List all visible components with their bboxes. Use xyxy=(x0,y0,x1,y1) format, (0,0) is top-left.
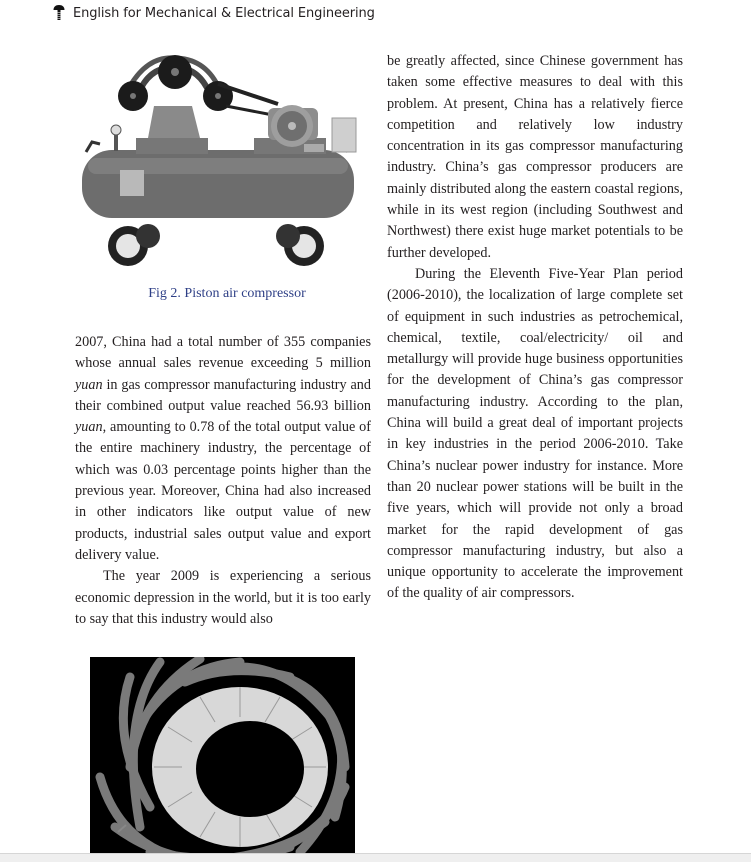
text-run: 2007, China had a total number of 355 companies whose annual sales revenue exceeding 5 million xyxy=(75,334,371,372)
header-title: English for Mechanical & Electrical Engineering xyxy=(73,5,375,21)
paragraph: The year 2009 is experiencing a serious economic depression in the world, but it is too early to say that this industry would also xyxy=(75,568,371,627)
paragraph xyxy=(75,332,371,566)
text-run: , amounting to 0.78 of the total output value of the entire machinery industry, the percentage of which was 0.03 percentage points higher than the previous year. Moreover, China had also increased in other indicators like output value of new products, industrial sales output value and export delivery value. xyxy=(75,419,371,563)
paragraph: During the Eleventh Five-Year Plan period (2006-2010), the localization of large complete set of equipment in such industries as petrochemical, chemical, textile, coal/electricity/ oil and metallurgy will provide huge business opportunities for the development of China’s gas compressor manufacturing industry. According to the plan, China will build a great deal of important projects in key industries in the period 2006-2010. Take China’s nuclear power industry for instance. More than 20 nuclear power stations will be built in the five years, which will provide not only a broad market for the rapid development of gas compressor manufacturing industry, but also a unique opportunity to accelerate the improvement of the quality of air compressors. xyxy=(387,265,683,602)
text-run: in gas compressor manufacturing industry and their combined output value reached 56.93 billion xyxy=(75,376,371,414)
paragraph: be greatly affected, since Chinese government has taken some effective measures to deal with this problem. At present, China has a relatively fierce competition and relatively low industry concentration in its gas compressor manufacturing industry. China’s gas compressor producers are mainly distributed along the eastern coastal regions, while in its west region (including Southwest and Northwest) there exist huge market potentials to be further developed. xyxy=(387,53,683,261)
left-column xyxy=(75,332,371,630)
figure-caption: Fig 2. Piston air compressor xyxy=(148,286,306,301)
screw-icon xyxy=(53,5,65,21)
turbine-impeller-image xyxy=(90,657,355,861)
italic-term: yuan xyxy=(75,376,103,393)
right-column xyxy=(387,51,683,605)
italic-term: yuan xyxy=(75,419,103,436)
running-header xyxy=(53,4,375,22)
piston-air-compressor-image xyxy=(78,46,360,278)
